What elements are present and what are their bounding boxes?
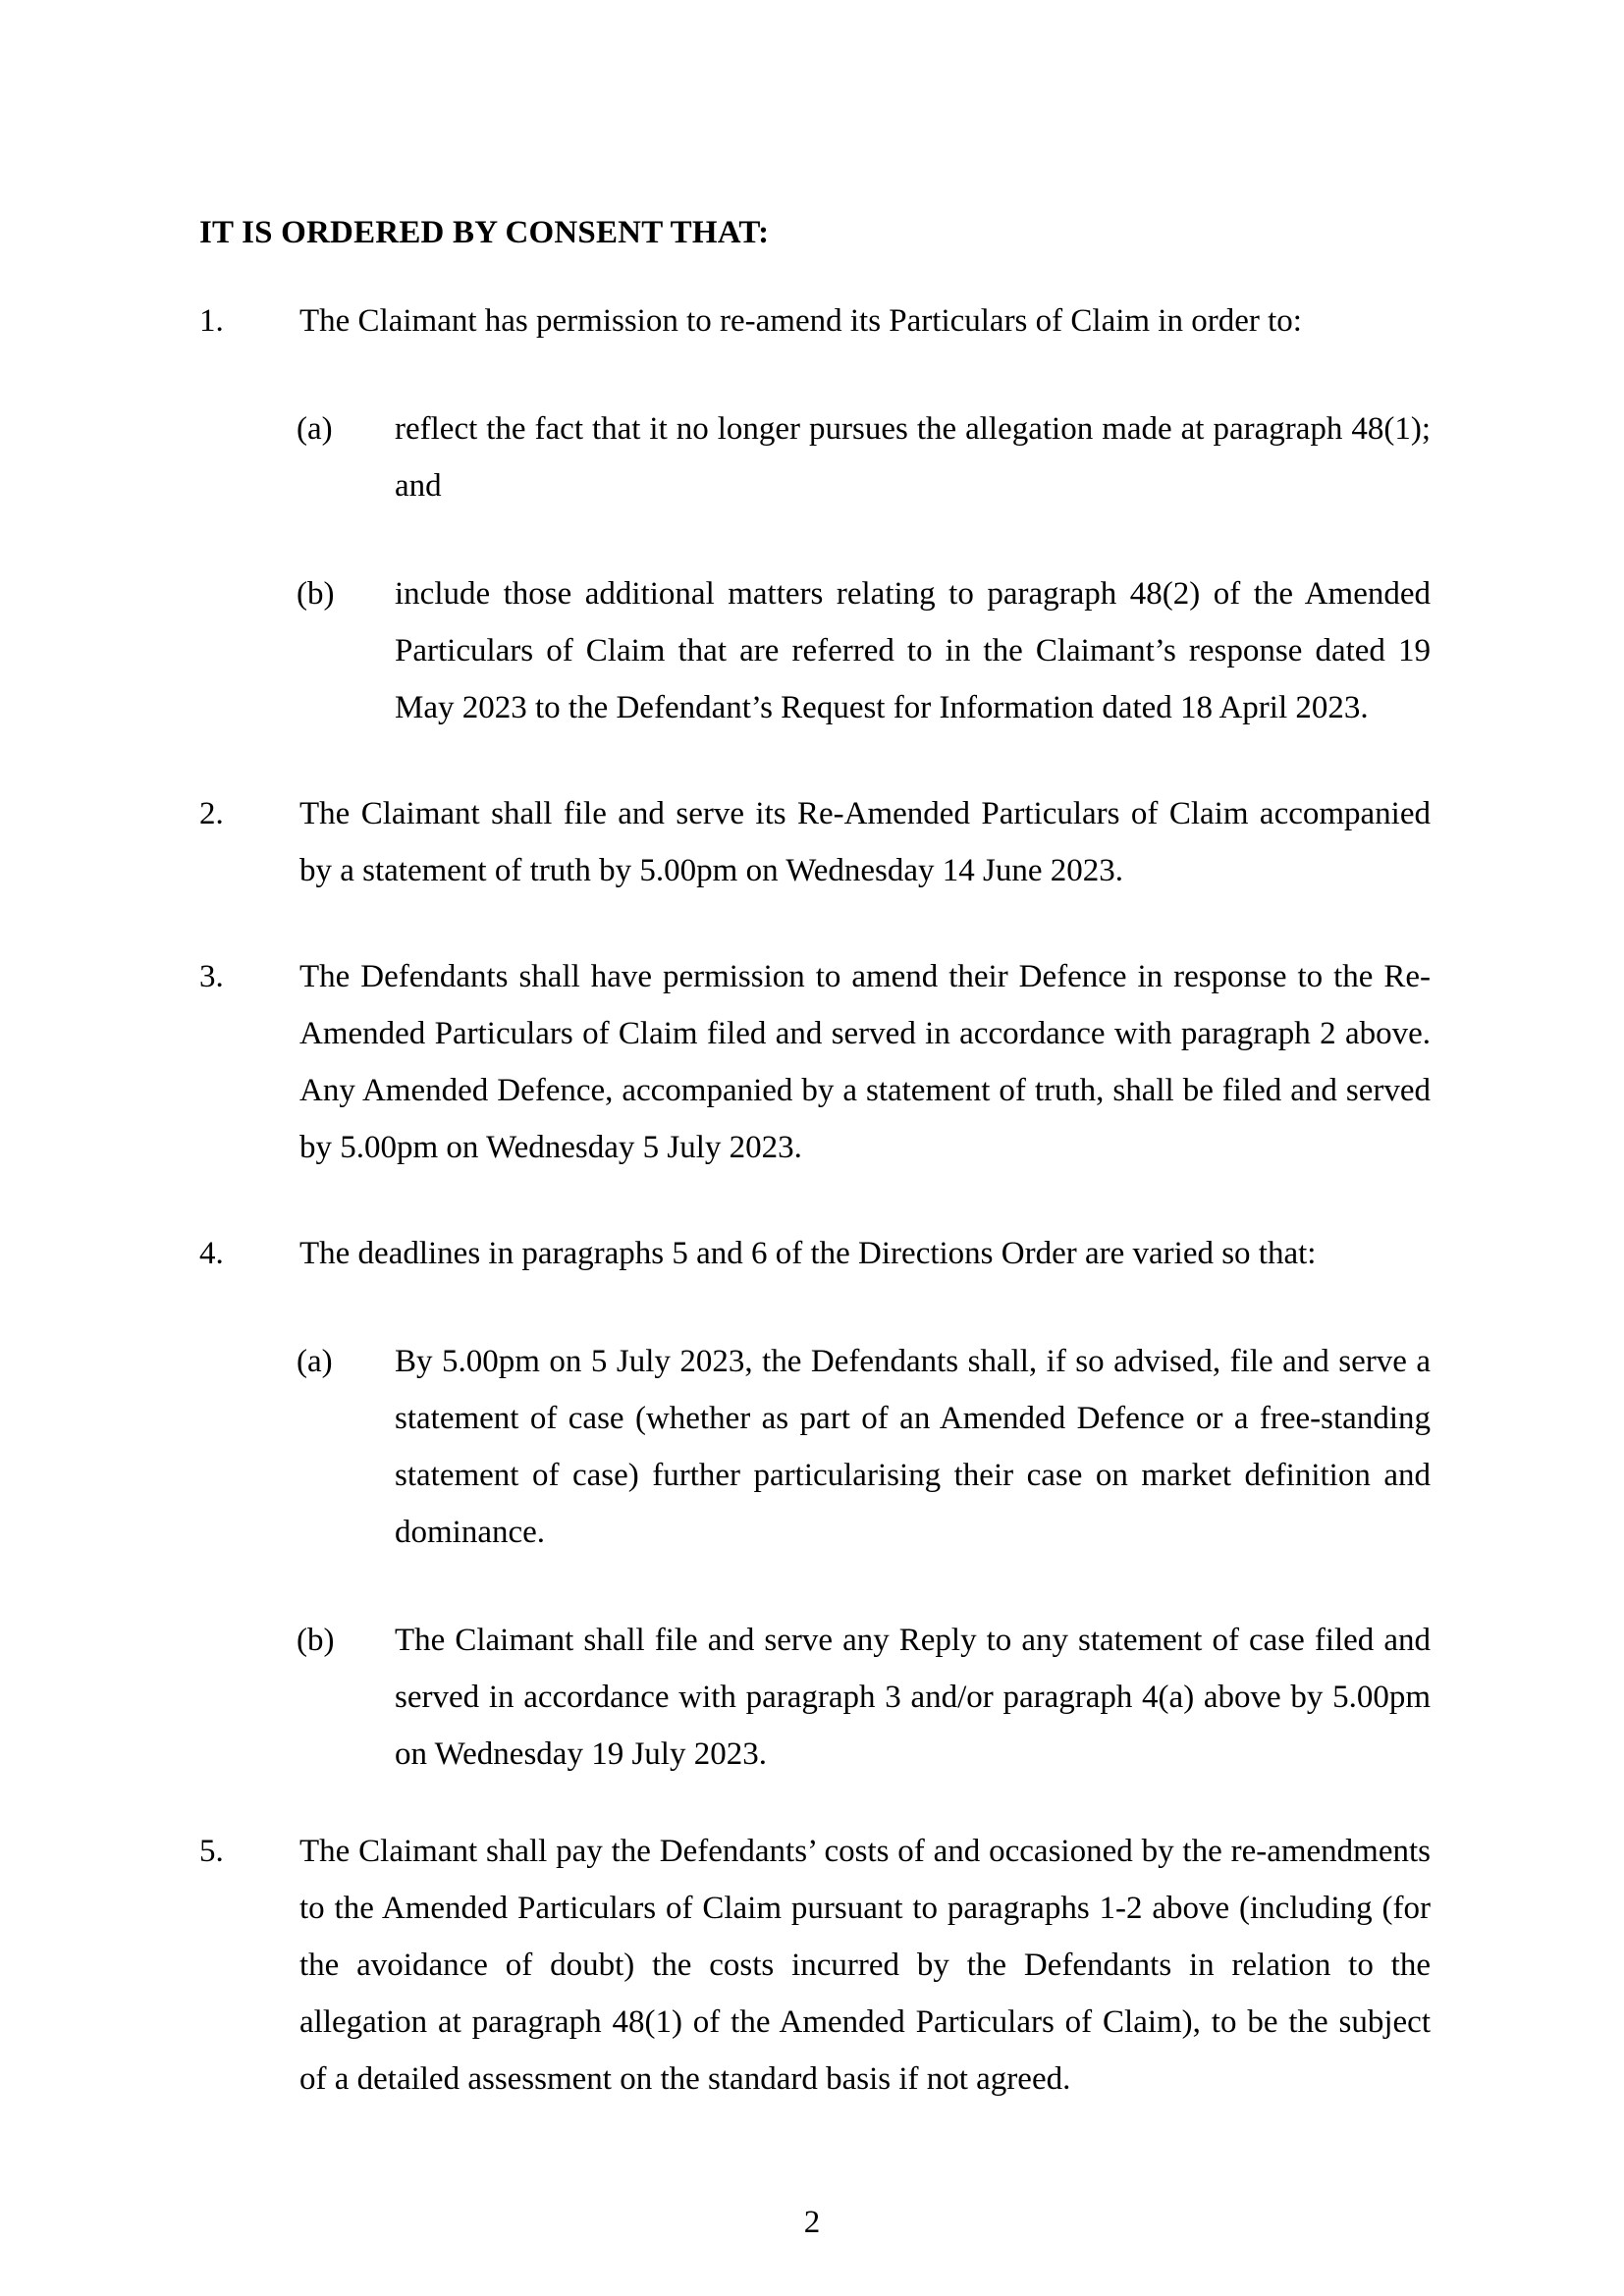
paragraph-4-number: 4. bbox=[199, 1236, 224, 1271]
paragraph-1 bbox=[199, 293, 1431, 349]
paragraph-4 bbox=[199, 1225, 1431, 1282]
paragraph-3-text: The Defendants shall have permission to amend their Defence in response to the Re-Amended Particulars of Claim filed and served in accordance with paragraph 2 above. Any Amended Defence, accompanied by a statement of truth, shall be filed and served by 5.00pm on Wednesday 5 July 2023. bbox=[299, 959, 1431, 1165]
paragraph-1b bbox=[297, 565, 1431, 736]
paragraph-2-text: The Claimant shall file and serve its Re-Amended Particulars of Claim accompanied by a statement of truth by 5.00pm on Wednesday 14 June 2023. bbox=[299, 796, 1431, 888]
paragraph-1b-text: include those additional matters relating to paragraph 48(2) of the Amended Particulars of Claim that are referred to in the Claimant’s response dated 19 May 2023 to the Defendant’s Request for Information dated 18 April 2023. bbox=[395, 576, 1431, 725]
paragraph-3 bbox=[199, 948, 1431, 1176]
paragraph-1a bbox=[297, 400, 1431, 514]
paragraph-5 bbox=[199, 1823, 1431, 2108]
page-number: 2 bbox=[803, 2205, 821, 2240]
paragraph-5-number: 5. bbox=[199, 1834, 224, 1869]
paragraph-4b-label: (b) bbox=[297, 1623, 335, 1658]
paragraph-4b bbox=[297, 1612, 1431, 1783]
paragraph-5-text: The Claimant shall pay the Defendants’ costs of and occasioned by the re-amendments to the Amended Particulars of Claim pursuant to paragraphs 1-2 above (including (for the avoidance of doubt) the costs incurred by the Defendants in relation to the allegation at paragraph 48(1) of the Amended Particulars of Claim), to be the subject of a detailed assessment on the standard basis if not agreed. bbox=[299, 1834, 1431, 2097]
paragraph-4-text: The deadlines in paragraphs 5 and 6 of the Directions Order are varied so that: bbox=[299, 1236, 1317, 1271]
paragraph-4b-text: The Claimant shall file and serve any Reply to any statement of case filed and served in accordance with paragraph 3 and/or paragraph 4(a) above by 5.00pm on Wednesday 19 July 2023. bbox=[395, 1623, 1431, 1772]
paragraph-4a-text: By 5.00pm on 5 July 2023, the Defendants shall, if so advised, file and serve a statement of case (whether as part of an Amended Defence or a free-standing statement of case) further particularising their case on market definition and dominance. bbox=[395, 1344, 1431, 1550]
paragraph-3-number: 3. bbox=[199, 959, 224, 994]
order-heading: IT IS ORDERED BY CONSENT THAT: bbox=[199, 215, 770, 250]
paragraph-1-number: 1. bbox=[199, 303, 224, 339]
paragraph-1-text: The Claimant has permission to re-amend its Particulars of Claim in order to: bbox=[299, 303, 1302, 339]
court-order-body bbox=[199, 204, 1431, 2108]
paragraph-2 bbox=[199, 785, 1431, 899]
paragraph-1b-label: (b) bbox=[297, 576, 335, 612]
paragraph-1a-text: reflect the fact that it no longer pursues the allegation made at paragraph 48(1); and bbox=[395, 411, 1431, 504]
paragraph-1a-label: (a) bbox=[297, 411, 333, 447]
paragraph-4a bbox=[297, 1333, 1431, 1561]
paragraph-4a-label: (a) bbox=[297, 1344, 333, 1379]
paragraph-2-number: 2. bbox=[199, 796, 224, 831]
